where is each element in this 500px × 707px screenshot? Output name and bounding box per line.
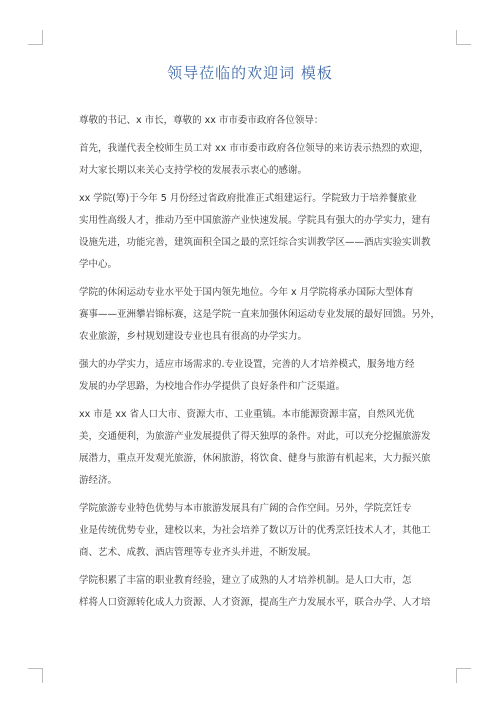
paragraph-line: 游经济。	[79, 475, 118, 486]
paragraph	[60, 404, 444, 492]
paragraph-line: 对大家长期以来关心支持学校的发展表示衷心的感谢。	[79, 165, 308, 176]
paragraph-line: xx 学院(筹)于今年 5 月份经过省政府批准正式组建运行。学院致力于培养餐旅业	[79, 193, 417, 204]
crop-mark-top-right	[456, 30, 471, 45]
paragraph-line: 首先，我谨代表全校师生员工对 xx 市市委市政府各位领导的来访表示热烈的欢迎，	[79, 143, 429, 154]
paragraph	[60, 138, 444, 182]
paragraph-line: 农业旅游，乡村规划建设专业也具有很高的办学实力。	[79, 331, 308, 342]
paragraph	[60, 570, 444, 614]
paragraph-line: 学院旅游专业特色优势与本市旅游发展具有广阔的合作空间。另外，学院烹饪专	[79, 503, 412, 514]
paragraph-line: 展潜力，重点开发观光旅游，休闲旅游，将饮食、健身与旅游有机起来，大力振兴旅	[79, 453, 431, 464]
paragraph-line: 学院的休闲运动专业水平处于国内领先地位。今年 x 月学院将承办国际大型体育	[79, 287, 414, 298]
paragraph-line: 学中心。	[79, 259, 118, 270]
paragraph-line: xx 市是 xx 省人口大市、资源大市、工业重镇。本市能源资源丰富，自然风光优	[79, 409, 415, 420]
paragraph-line: 美，交通便利，为旅游产业发展提供了得天独厚的条件。对此，可以充分挖掘旅游发	[79, 431, 431, 442]
document-title: 领导莅临的欢迎词 模板	[167, 64, 333, 82]
paragraph	[60, 498, 444, 564]
paragraph-line: 设施先进，功能完善，建筑面积全国之最的烹饪综合实训教学区——酒店实验实训教	[79, 237, 431, 248]
paragraph-line: 样将人口资源转化成人力资源、人才资源，提高生产力发展水平，联合办学、人才培	[79, 597, 431, 608]
crop-mark-top-left	[28, 30, 43, 45]
paragraph-line: 实用性高级人才，推动乃至中国旅游产业快速发展。学院具有强大的办学实力，建有	[79, 215, 431, 226]
crop-mark-bottom-left	[28, 668, 43, 683]
document-body	[60, 110, 444, 620]
paragraph-line: 赛事——亚洲攀岩锦标赛，这是学院一直来加强休闲运动专业发展的最好回馈。另外，	[79, 309, 441, 320]
paragraph-line: 强大的办学实力，适应市场需求的.专业设置，完善的人才培养模式，服务地方经	[79, 359, 415, 370]
paragraph	[60, 188, 444, 276]
crop-mark-bottom-right	[456, 668, 471, 683]
paragraph-line: 发展的办学思路，为校地合作办学提供了良好条件和广泛渠道。	[79, 381, 346, 392]
paragraph-line: 学院积累了丰富的职业教育经验，建立了成熟的人才培养机制。是人口大市，怎	[79, 575, 412, 586]
paragraph	[60, 282, 444, 348]
paragraph	[60, 110, 444, 132]
paragraph	[60, 354, 444, 398]
paragraph-line: 商、艺术、成教、酒店管理等专业齐头并进，不断发展。	[79, 547, 317, 558]
paragraph-line: 业是传统优势专业，建校以来，为社会培养了数以万计的优秀烹饪技术人才，其他工	[79, 525, 431, 536]
paragraph-line: 尊敬的书记、x 市长，尊敬的 xx 市市委市政府各位领导：	[79, 115, 324, 126]
